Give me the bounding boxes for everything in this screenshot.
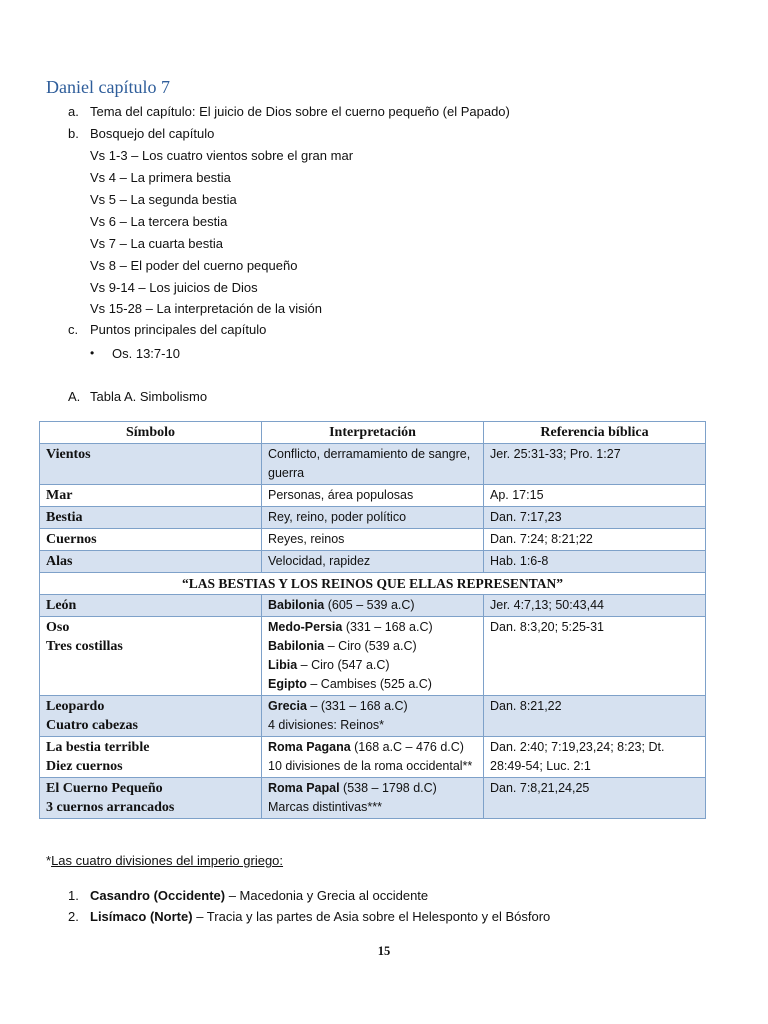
kingdom-name: Babilonia	[268, 639, 325, 653]
interpretation-cell: Velocidad, rapidez	[262, 551, 484, 573]
verse-line: Vs 9-14 – Los juicios de Dios	[90, 280, 258, 295]
reference-cell: Ap. 17:15	[484, 485, 706, 507]
outline-item-a	[68, 104, 79, 120]
table-row	[40, 737, 706, 778]
symbol-cell: Mar	[40, 485, 262, 507]
kingdom-name: Roma Pagana	[268, 740, 351, 754]
symbol-line: 3 cuernos arrancados	[46, 800, 175, 815]
symbol-line: Cuatro cabezas	[46, 718, 138, 733]
interp-line	[268, 618, 477, 637]
kingdom-dates: (331 – 168 a.C)	[342, 620, 433, 634]
reference-cell: Dan. 2:40; 7:19,23,24; 8:23; Dt. 28:49-54; Luc. 2:1	[484, 737, 706, 778]
verse-line: Vs 5 – La segunda bestia	[90, 192, 237, 207]
reference-cell: Hab. 1:6-8	[484, 551, 706, 573]
outline-marker: a.	[68, 104, 79, 119]
symbol-line: Leopardo	[46, 699, 105, 714]
symbol-line: Diez cuernos	[46, 759, 123, 774]
kingdom-dates: – Cambises (525 a.C)	[306, 677, 432, 691]
symbol-cell: Cuernos	[40, 529, 262, 551]
symbol-cell: Bestia	[40, 507, 262, 529]
reference-cell: Jer. 4:7,13; 50:43,44	[484, 595, 706, 617]
division-name: Lisímaco (Norte)	[90, 909, 193, 924]
outline-text-c: Puntos principales del capítulo	[90, 322, 267, 337]
division-item	[90, 909, 550, 925]
interp-line: 4 divisiones: Reinos*	[268, 718, 385, 732]
column-header: Símbolo	[40, 422, 262, 444]
symbol-line: La bestia terrible	[46, 740, 150, 755]
kingdom-dates: (605 – 539 a.C)	[324, 598, 415, 612]
verse-line: Vs 8 – El poder del cuerno pequeño	[90, 258, 298, 273]
symbol-line: Oso	[46, 620, 70, 635]
verse-line: Vs 15-28 – La interpretación de la visión	[90, 301, 322, 316]
column-header: Interpretación	[262, 422, 484, 444]
reference-cell: Dan. 7:24; 8:21;22	[484, 529, 706, 551]
interp-line	[268, 779, 477, 798]
interpretation-cell: Conflicto, derramamiento de sangre, guerra	[262, 444, 484, 485]
verse-line: Vs 1-3 – Los cuatro vientos sobre el gran mar	[90, 148, 354, 163]
symbol-cell	[40, 696, 262, 737]
interp-line	[268, 738, 477, 757]
outline-item-c: c.	[68, 322, 79, 337]
table-row	[40, 617, 706, 696]
interpretation-cell	[262, 617, 484, 696]
table-caption: Tabla A. Simbolismo	[90, 389, 208, 404]
division-name: Casandro (Occidente)	[90, 888, 226, 903]
banner-cell: “LAS BESTIAS Y LOS REINOS QUE ELLAS REPRESENTAN”	[40, 573, 706, 595]
symbol-cell	[40, 778, 262, 819]
symbol-cell: Alas	[40, 551, 262, 573]
table-caption-marker: A.	[68, 389, 81, 404]
interp-line: 10 divisiones de la roma occidental**	[268, 759, 473, 773]
interp-line	[268, 675, 477, 694]
outline-item-b	[68, 126, 79, 142]
kingdom-name: Babilonia	[268, 598, 325, 612]
interp-line	[268, 637, 477, 656]
interp-line: Marcas distintivas***	[268, 800, 382, 814]
symbol-cell	[40, 617, 262, 696]
chapter-heading: Daniel capítulo 7	[46, 77, 170, 97]
column-header: Referencia bíblica	[484, 422, 706, 444]
page-number: 15	[377, 944, 391, 958]
symbol-cell: Vientos	[40, 444, 262, 485]
interp-line	[268, 656, 477, 675]
table-row	[40, 595, 706, 617]
kingdom-dates: – Ciro (547 a.C)	[297, 658, 390, 672]
symbol-cell	[40, 737, 262, 778]
interpretation-cell: Rey, reino, poder político	[262, 507, 484, 529]
reference-cell: Jer. 25:31-33; Pro. 1:27	[484, 444, 706, 485]
division-desc: – Macedonia y Grecia al occidente	[225, 888, 429, 903]
bullet-marker: •	[90, 346, 95, 360]
interpretation-cell	[262, 778, 484, 819]
kingdom-name: Medo-Persia	[268, 620, 343, 634]
verse-line: Vs 7 – La cuarta bestia	[90, 236, 223, 251]
division-item	[90, 888, 428, 904]
interp-line	[268, 697, 477, 716]
verse-line: Vs 6 – La tercera bestia	[90, 214, 228, 229]
kingdom-name: Grecia	[268, 699, 307, 713]
division-marker: 1.	[68, 888, 79, 903]
interpretation-cell	[262, 737, 484, 778]
table-row	[40, 551, 706, 573]
table-row	[40, 529, 706, 551]
kingdom-dates: – (331 – 168 a.C)	[306, 699, 408, 713]
symbolism-table	[39, 421, 706, 819]
outline-text-a: Tema del capítulo: El juicio de Dios sobre el cuerno pequeño (el Papado)	[90, 104, 510, 119]
bullet-text: Os. 13:7-10	[112, 346, 180, 361]
outline-marker: b.	[68, 126, 79, 141]
footnote-title: Las cuatro divisiones del imperio griego:	[51, 853, 284, 868]
table-banner-row	[40, 573, 706, 595]
table-row	[40, 485, 706, 507]
division-marker: 2.	[68, 909, 79, 924]
reference-cell: Dan. 7:8,21,24,25	[484, 778, 706, 819]
interpretation-cell	[262, 595, 484, 617]
table-row	[40, 696, 706, 737]
footnote-heading	[46, 853, 283, 869]
table-row	[40, 507, 706, 529]
reference-cell: Dan. 7:17,23	[484, 507, 706, 529]
reference-cell: Dan. 8:3,20; 5:25-31	[484, 617, 706, 696]
table-row	[40, 778, 706, 819]
interpretation-cell: Reyes, reinos	[262, 529, 484, 551]
division-desc: – Tracia y las partes de Asia sobre el Helesponto y el Bósforo	[192, 909, 551, 924]
kingdom-dates: (538 – 1798 d.C)	[339, 781, 437, 795]
symbol-line: El Cuerno Pequeño	[46, 781, 163, 796]
symbol-cell: León	[40, 595, 262, 617]
footnote-star: *	[46, 853, 52, 868]
kingdom-name: Egipto	[268, 677, 307, 691]
kingdom-dates: – Ciro (539 a.C)	[324, 639, 417, 653]
interpretation-cell: Personas, área populosas	[262, 485, 484, 507]
table-row	[40, 444, 706, 485]
kingdom-name: Libia	[268, 658, 298, 672]
symbol-line: Tres costillas	[46, 639, 123, 654]
reference-cell: Dan. 8:21,22	[484, 696, 706, 737]
table-header-row	[40, 422, 706, 444]
outline-text-b: Bosquejo del capítulo	[90, 126, 215, 141]
kingdom-dates: (168 a.C – 476 d.C)	[350, 740, 464, 754]
verse-line: Vs 4 – La primera bestia	[90, 170, 231, 185]
interpretation-cell	[262, 696, 484, 737]
kingdom-name: Roma Papal	[268, 781, 340, 795]
